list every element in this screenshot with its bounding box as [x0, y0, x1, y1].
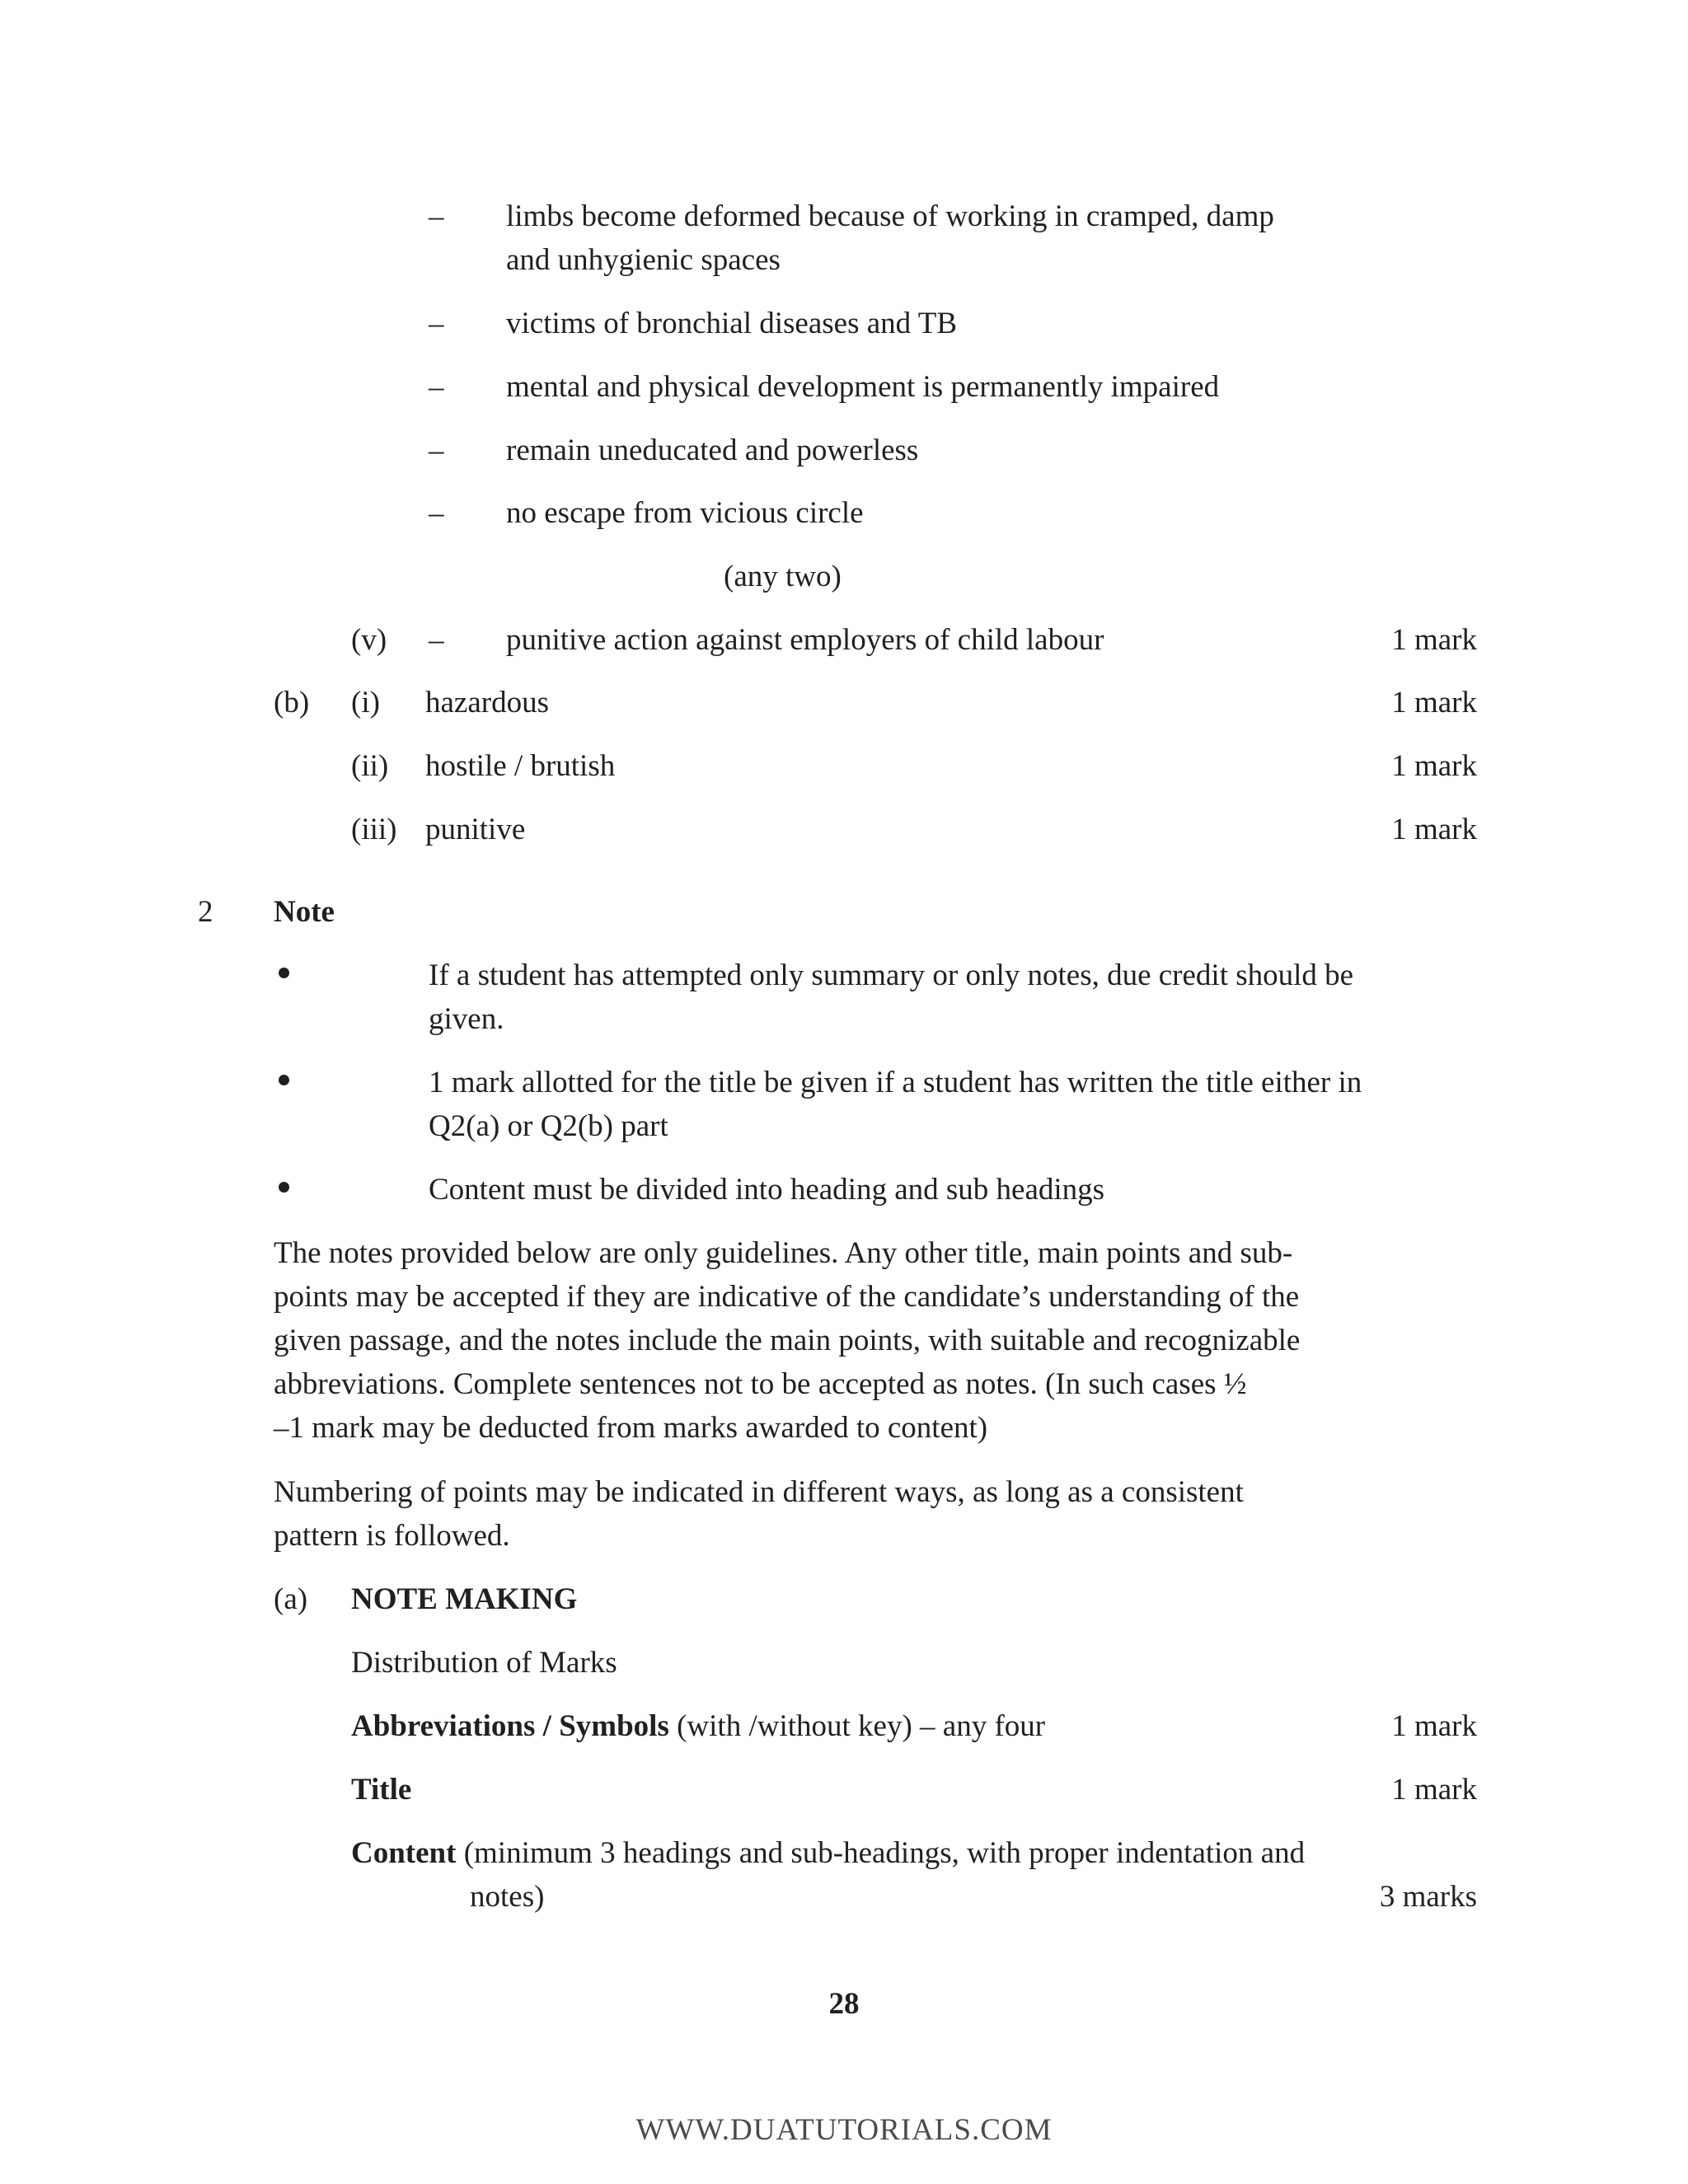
section-heading: NOTE MAKING [351, 1582, 578, 1616]
bullet-dot-icon [279, 1182, 289, 1193]
bullet-text: no escape from vicious circle [506, 496, 864, 530]
bullet-text: remain uneducated and powerless [506, 434, 919, 467]
mark-value: 1 mark [1391, 686, 1477, 719]
mark-value: 1 mark [1391, 749, 1477, 783]
paragraph-line: –1 mark may be deducted from marks awarded to content) [274, 1411, 988, 1445]
paragraph-line: given passage, and the notes include the main points, with suitable and recognizable [274, 1324, 1301, 1357]
bullet-text: limbs become deformed because of working in cramped, damp [506, 199, 1274, 233]
question-number: 2 [198, 895, 213, 929]
bullet-dash: – [429, 307, 444, 340]
paragraph-line: pattern is followed. [274, 1519, 510, 1553]
paragraph-line: points may be accepted if they are indicative of the candidate’s understanding of the [274, 1280, 1300, 1314]
marks-criterion: Content (minimum 3 headings and sub-headings, with proper indentation and [351, 1836, 1306, 1870]
item-label: (i) [351, 686, 380, 719]
marks-criterion: Title [351, 1773, 412, 1807]
note-text: 1 mark allotted for the title be given if a student has written the title either in [429, 1066, 1362, 1099]
mark-value: 1 mark [1391, 1773, 1477, 1807]
bullet-dot-icon [279, 968, 289, 978]
paragraph-line: abbreviations. Complete sentences not to be accepted as notes. (In such cases ½ [274, 1367, 1247, 1401]
paragraph-line: Numbering of points may be indicated in different ways, as long as a consistent [274, 1475, 1244, 1509]
distribution-label: Distribution of Marks [351, 1646, 617, 1680]
paragraph-line: The notes provided below are only guidelines. Any other title, main points and sub- [274, 1236, 1293, 1270]
answer-text: punitive [425, 813, 526, 846]
answer-text: punitive action against employers of child labour [506, 623, 1104, 657]
note-text: If a student has attempted only summary or only notes, due credit should be [429, 958, 1354, 992]
part-label-a: (a) [274, 1582, 308, 1616]
mark-value: 1 mark [1391, 813, 1477, 846]
bullet-text: victims of bronchial diseases and TB [506, 307, 958, 340]
note-text: Q2(a) or Q2(b) part [429, 1109, 668, 1143]
item-label: (iii) [351, 813, 397, 846]
any-two-note: (any two) [724, 560, 842, 593]
note-text: Content must be divided into heading and sub headings [429, 1173, 1105, 1207]
answer-text: hazardous [425, 686, 549, 719]
page-number: 28 [828, 1987, 860, 2021]
mark-value: 1 mark [1391, 1709, 1477, 1743]
item-label: (ii) [351, 749, 389, 783]
marks-criterion-cont: notes) [470, 1880, 545, 1914]
bullet-text: and unhygienic spaces [506, 243, 781, 277]
bullet-dash: – [429, 370, 444, 404]
part-label-b: (b) [274, 686, 310, 719]
bullet-dash: – [429, 199, 444, 233]
footer-website: WWW.DUATUTORIALS.COM [635, 2113, 1053, 2147]
note-text: given. [429, 1002, 504, 1036]
bullet-dash: – [429, 496, 444, 530]
mark-value: 3 marks [1379, 1880, 1477, 1914]
item-label: (v) [351, 623, 387, 657]
bullet-dot-icon [279, 1075, 289, 1085]
bullet-dash: – [429, 623, 444, 657]
bullet-text: mental and physical development is permanently impaired [506, 370, 1220, 404]
answer-text: hostile / brutish [425, 749, 616, 783]
mark-value: 1 mark [1391, 623, 1477, 657]
bullet-dash: – [429, 434, 444, 467]
note-heading: Note [274, 895, 335, 929]
marks-criterion: Abbreviations / Symbols (with /without key) – any four [351, 1709, 1046, 1743]
